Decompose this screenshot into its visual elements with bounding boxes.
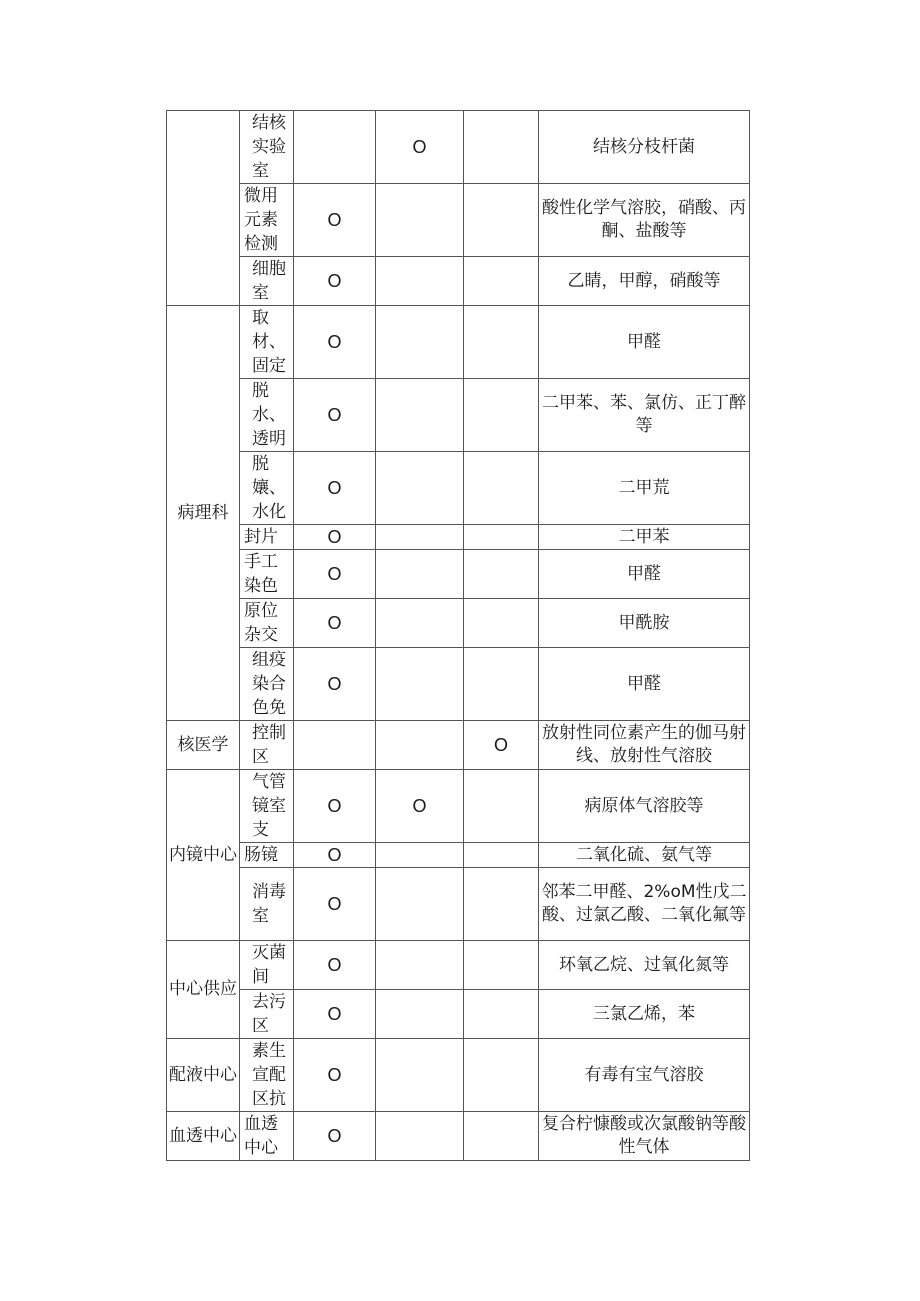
mark-cell [376,843,464,868]
hazard-cell: 二甲荒 [539,452,750,525]
mark-cell [376,599,464,648]
hazard-cell: 乙睛，甲醇，硝酸等 [539,257,750,306]
mark-cell [376,306,464,379]
table-row [167,111,750,184]
mark-cell: O [294,868,376,941]
table-row [167,550,750,599]
hazard-cell: 三氯乙烯，苯 [539,990,750,1039]
mark-cell [376,1112,464,1161]
area-cell: 灭菌间 [240,941,294,990]
hazard-cell: 甲醛 [539,550,750,599]
mark-cell [376,990,464,1039]
table-row [167,379,750,452]
hazard-cell: 病原体气溶胶等 [539,770,750,843]
mark-cell [464,843,539,868]
mark-cell [376,1039,464,1112]
mark-cell [464,306,539,379]
area-cell: 组疫染合色免 [240,648,294,721]
mark-cell: O [294,770,376,843]
mark-cell [464,990,539,1039]
area-cell: 素生宣配区抗 [240,1039,294,1112]
mark-cell: O [294,990,376,1039]
hazard-cell: 二甲苯 [539,525,750,550]
table-row [167,525,750,550]
department-cell: 核医学 [167,721,240,770]
hazard-cell: 有毒有宝气溶胶 [539,1039,750,1112]
department-cell: 病理科 [167,306,240,721]
area-cell: 原位杂交 [240,599,294,648]
table-row [167,648,750,721]
mark-cell [376,452,464,525]
mark-cell [376,868,464,941]
area-cell: 微用元素检测 [240,184,294,257]
mark-cell [464,257,539,306]
mark-cell [464,1112,539,1161]
mark-cell: O [294,1112,376,1161]
area-cell: 气管镜室支 [240,770,294,843]
mark-cell: O [294,941,376,990]
hazard-cell: 二氧化硫、氨气等 [539,843,750,868]
mark-cell [376,550,464,599]
department-cell [167,111,240,306]
area-cell: 取材、固定 [240,306,294,379]
mark-cell [376,184,464,257]
table-row [167,1112,750,1161]
hazard-cell: 复合柠慷酸或次氯酸钠等酸性气体 [539,1112,750,1161]
mark-cell: O [376,111,464,184]
area-cell: 封片 [240,525,294,550]
mark-cell [376,379,464,452]
mark-cell [464,111,539,184]
table-row [167,306,750,379]
department-cell: 内镜中心 [167,770,240,941]
mark-cell [376,941,464,990]
department-cell: 配液中心 [167,1039,240,1112]
hazard-cell: 酸性化学气溶胶，硝酸、丙酮、盐酸等 [539,184,750,257]
hazard-cell: 甲酰胺 [539,599,750,648]
area-cell: 细胞室 [240,257,294,306]
mark-cell: O [376,770,464,843]
mark-cell [376,257,464,306]
mark-cell [464,452,539,525]
mark-cell [464,599,539,648]
table-row [167,721,750,770]
mark-cell [464,184,539,257]
area-cell: 脱孃、水化 [240,452,294,525]
area-cell: 肠镜 [240,843,294,868]
hazard-cell: 环氧乙烷、过氧化氮等 [539,941,750,990]
hazard-cell: 结核分枝杆菌 [539,111,750,184]
area-cell: 手工染色 [240,550,294,599]
mark-cell [294,721,376,770]
mark-cell: O [294,257,376,306]
area-cell: 血透中心 [240,1112,294,1161]
mark-cell: O [464,721,539,770]
mark-cell [464,379,539,452]
mark-cell: O [294,184,376,257]
mark-cell [464,941,539,990]
mark-cell: O [294,1039,376,1112]
hazard-cell: 放射性同位素产生的伽马射线、放射性气溶胶 [539,721,750,770]
mark-cell [376,525,464,550]
mark-cell: O [294,379,376,452]
department-cell: 中心供应 [167,941,240,1039]
mark-cell: O [294,843,376,868]
area-cell: 去污区 [240,990,294,1039]
area-cell: 脱水、透明 [240,379,294,452]
mark-cell: O [294,306,376,379]
mark-cell: O [294,648,376,721]
mark-cell: O [294,550,376,599]
mark-cell: O [294,452,376,525]
hazard-cell: 甲醛 [539,648,750,721]
table-row [167,599,750,648]
mark-cell [464,868,539,941]
mark-cell: O [294,525,376,550]
mark-cell [464,648,539,721]
table-row [167,770,750,843]
mark-cell [464,525,539,550]
mark-cell [464,1039,539,1112]
mark-cell [464,770,539,843]
table-row [167,941,750,990]
department-cell: 血透中心 [167,1112,240,1161]
mark-cell: O [294,599,376,648]
table-row [167,843,750,868]
hazard-cell: 邻苯二甲醛、2%oM性戊二酸、过氯乙酸、二氧化氟等 [539,868,750,941]
mark-cell [376,721,464,770]
area-cell: 消毒室 [240,868,294,941]
area-cell: 控制区 [240,721,294,770]
table-row [167,1039,750,1112]
hazard-table [166,110,750,1161]
hazard-cell: 二甲苯、苯、氯仿、正丁醉等 [539,379,750,452]
hazard-cell: 甲醛 [539,306,750,379]
mark-cell [294,111,376,184]
mark-cell [464,550,539,599]
area-cell: 结核实验室 [240,111,294,184]
table-row [167,990,750,1039]
table-row [167,452,750,525]
mark-cell [376,648,464,721]
table-row [167,868,750,941]
table-row [167,184,750,257]
table-row [167,257,750,306]
